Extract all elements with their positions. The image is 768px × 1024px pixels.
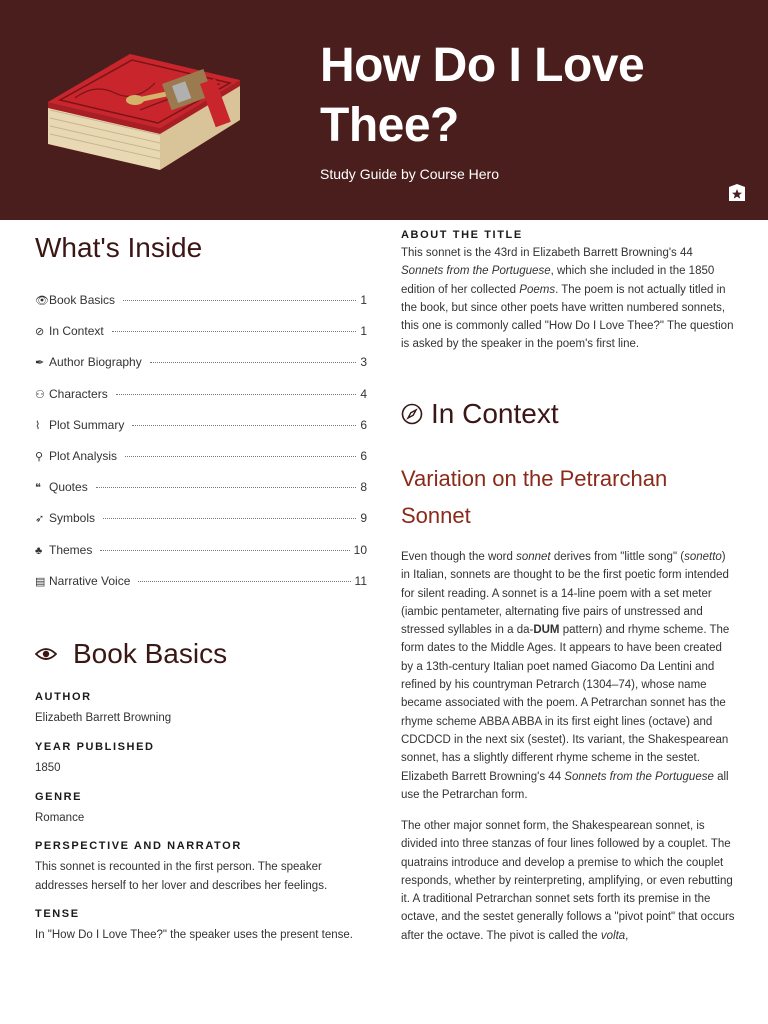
perspective-field <box>35 840 367 896</box>
text-run: This sonnet is the 43rd in Elizabeth Barrett Browning's 44 <box>401 247 693 259</box>
about-title-text <box>401 244 736 354</box>
genre-label: GENRE <box>35 791 83 803</box>
text-run: derives from "little song" ( <box>550 551 685 563</box>
italic-run: sonetto <box>684 551 722 563</box>
whats-inside-title: What's Inside <box>35 232 203 263</box>
course-hero-logo-icon[interactable] <box>727 183 747 203</box>
masks-icon: ♣ <box>35 544 43 557</box>
document-icon: ▤ <box>35 575 46 588</box>
toc-leader-dots <box>103 518 356 519</box>
toc-item-label: Characters <box>49 386 108 401</box>
eye-icon <box>35 647 57 661</box>
toc-item-plot-analysis[interactable] <box>35 449 367 480</box>
toc-leader-dots <box>116 394 357 395</box>
toc-page-number: 6 <box>360 417 367 432</box>
page-subtitle: Study Guide by Course Hero <box>320 166 499 182</box>
toc-item-label: Plot Summary <box>49 417 125 432</box>
toc-leader-dots <box>125 456 356 457</box>
toc-page-number: 1 <box>360 293 367 307</box>
text-run: The other major sonnet form, the Shakespearean sonnet, is divided into three stanzas of four lines followed by a couplet. The quatrains introduce and develop a premise to which the couplet responds, whether by reinterpreting, amplifying, or even rebutting it. A traditional Petrarchan sonnet sets forth its premise in the octave, and the sestet generally follows a "pivot point" that occurs after the octave. The pivot is called the <box>401 820 735 942</box>
toc-page-number: 10 <box>353 542 367 557</box>
text-run: Even though the word <box>401 551 517 563</box>
toc-item-label: Narrative Voice <box>49 573 131 588</box>
pen-nib-icon: ✒ <box>35 357 45 370</box>
book-basics-heading <box>35 638 227 670</box>
toc-item-plot-summary[interactable] <box>35 418 367 449</box>
bold-run: DUM <box>533 624 560 637</box>
italic-run: Sonnets from the Portuguese <box>564 770 714 783</box>
text-run: pattern) and rhyme scheme. The form dates to the Middle Ages. It appears to have been created by a 13th-century Italian poet named Giacomo Da Lentini and refined by his countryman Petrarch (1304–74), whose name became associated with the poem. A Petrarchan sonnet has the rhyme scheme ABBA ABBA in its first eight lines (octave) and CDCDCD in the next six (sestet). Its variant, the Shakespearean sonnet, has a slightly different rhyme scheme in the sestet. Elizabeth Barrett Browning's 44 <box>401 624 730 783</box>
italic-run: sonnet <box>516 551 551 563</box>
toc-page-number: 9 <box>360 511 367 526</box>
table-of-contents <box>35 293 367 605</box>
toc-item-author-biography[interactable] <box>35 355 367 386</box>
toc-item-label: Quotes <box>49 480 88 495</box>
book-basics-title: Book Basics <box>73 638 228 669</box>
bird-icon: ➶ <box>35 513 45 526</box>
toc-page-number: 11 <box>354 573 367 588</box>
year-value: 1850 <box>35 762 61 774</box>
in-context-paragraph-2 <box>401 817 736 945</box>
year-label: YEAR PUBLISHED <box>35 741 155 753</box>
book-illustration <box>40 40 250 180</box>
in-context-heading <box>401 398 559 430</box>
genre-field <box>35 791 367 828</box>
text-run: , which she included in the 1850 edition of her collected <box>401 265 715 296</box>
quote-icon: ❝ <box>35 482 41 495</box>
in-context-title: In Context <box>431 398 559 429</box>
toc-leader-dots <box>96 487 357 488</box>
italic-run: volta <box>600 929 626 942</box>
perspective-label: PERSPECTIVE AND NARRATOR <box>35 840 242 852</box>
toc-leader-dots <box>123 300 356 301</box>
tense-field <box>35 908 367 945</box>
toc-item-label: Themes <box>49 542 93 557</box>
toc-item-label: Plot Analysis <box>49 448 118 463</box>
toc-leader-dots <box>150 362 357 363</box>
author-label: AUTHOR <box>35 691 92 703</box>
toc-page-number: 1 <box>360 324 367 339</box>
text-run: , <box>625 929 629 942</box>
toc-page-number: 4 <box>360 386 367 401</box>
italic-run: Sonnets from the Portuguese <box>401 265 551 278</box>
in-context-paragraph-1 <box>401 548 736 804</box>
toc-leader-dots <box>100 550 349 551</box>
tense-value: In "How Do I Love Thee?" the speaker uses the present tense. <box>35 929 354 941</box>
page-title: How Do I Love Thee? <box>320 39 645 152</box>
toc-page-number: 6 <box>360 448 367 463</box>
toc-item-in-context[interactable] <box>35 324 367 355</box>
toc-page-number: 3 <box>360 355 367 370</box>
compass-icon: ⊘ <box>35 326 45 339</box>
people-icon: ⚇ <box>35 388 45 401</box>
eye-icon: 👁 <box>35 295 49 307</box>
author-value: Elizabeth Barrett Browning <box>35 712 172 724</box>
toc-item-themes[interactable] <box>35 543 367 574</box>
in-context-subheading: Variation on the Petrarchan Sonnet <box>401 466 668 528</box>
toc-leader-dots <box>132 425 356 426</box>
perspective-value: This sonnet is recounted in the first person. The speaker addresses herself to her lover and describes her feelings. <box>35 861 328 892</box>
toc-item-label: Author Biography <box>49 355 142 370</box>
about-title-label: ABOUT THE TITLE <box>401 229 523 241</box>
toc-leader-dots <box>138 581 350 582</box>
author-field <box>35 691 367 728</box>
genre-value: Romance <box>35 812 85 824</box>
toc-item-label: In Context <box>49 324 104 339</box>
text-run: . The poem is not actually titled in the book, but since other poets have written numbered sonnets, this one is commonly called "How Do I Love Thee?" The question is asked by the speaker in the poem's first line. <box>401 283 734 351</box>
tense-label: TENSE <box>35 908 80 920</box>
toc-page-number: 8 <box>360 480 367 495</box>
compass-icon <box>401 403 423 425</box>
toc-item-quotes[interactable] <box>35 480 367 511</box>
text-run: ) in Italian, sonnets are thought to be the first poetic form intended for silent reading. A sonnet is a 14-line poem with a set meter (iambic pentameter, alternating five pairs of unstressed and stressed syllables in a da- <box>401 551 729 637</box>
magnifier-icon: ⚲ <box>35 450 44 463</box>
toc-item-book-basics[interactable] <box>35 293 367 324</box>
toc-item-characters[interactable] <box>35 387 367 418</box>
text-run: all use the Petrarchan form. <box>401 770 729 801</box>
toc-leader-dots <box>112 331 357 332</box>
header-banner <box>0 0 768 220</box>
toc-item-label: Book Basics <box>49 293 116 307</box>
year-field <box>35 741 367 778</box>
chart-icon: ⌇ <box>35 419 41 432</box>
about-title-section <box>401 229 736 354</box>
toc-item-symbols[interactable] <box>35 511 367 542</box>
toc-item-label: Symbols <box>49 511 96 526</box>
toc-item-narrative-voice[interactable] <box>35 574 367 605</box>
italic-run: Poems <box>519 283 556 296</box>
